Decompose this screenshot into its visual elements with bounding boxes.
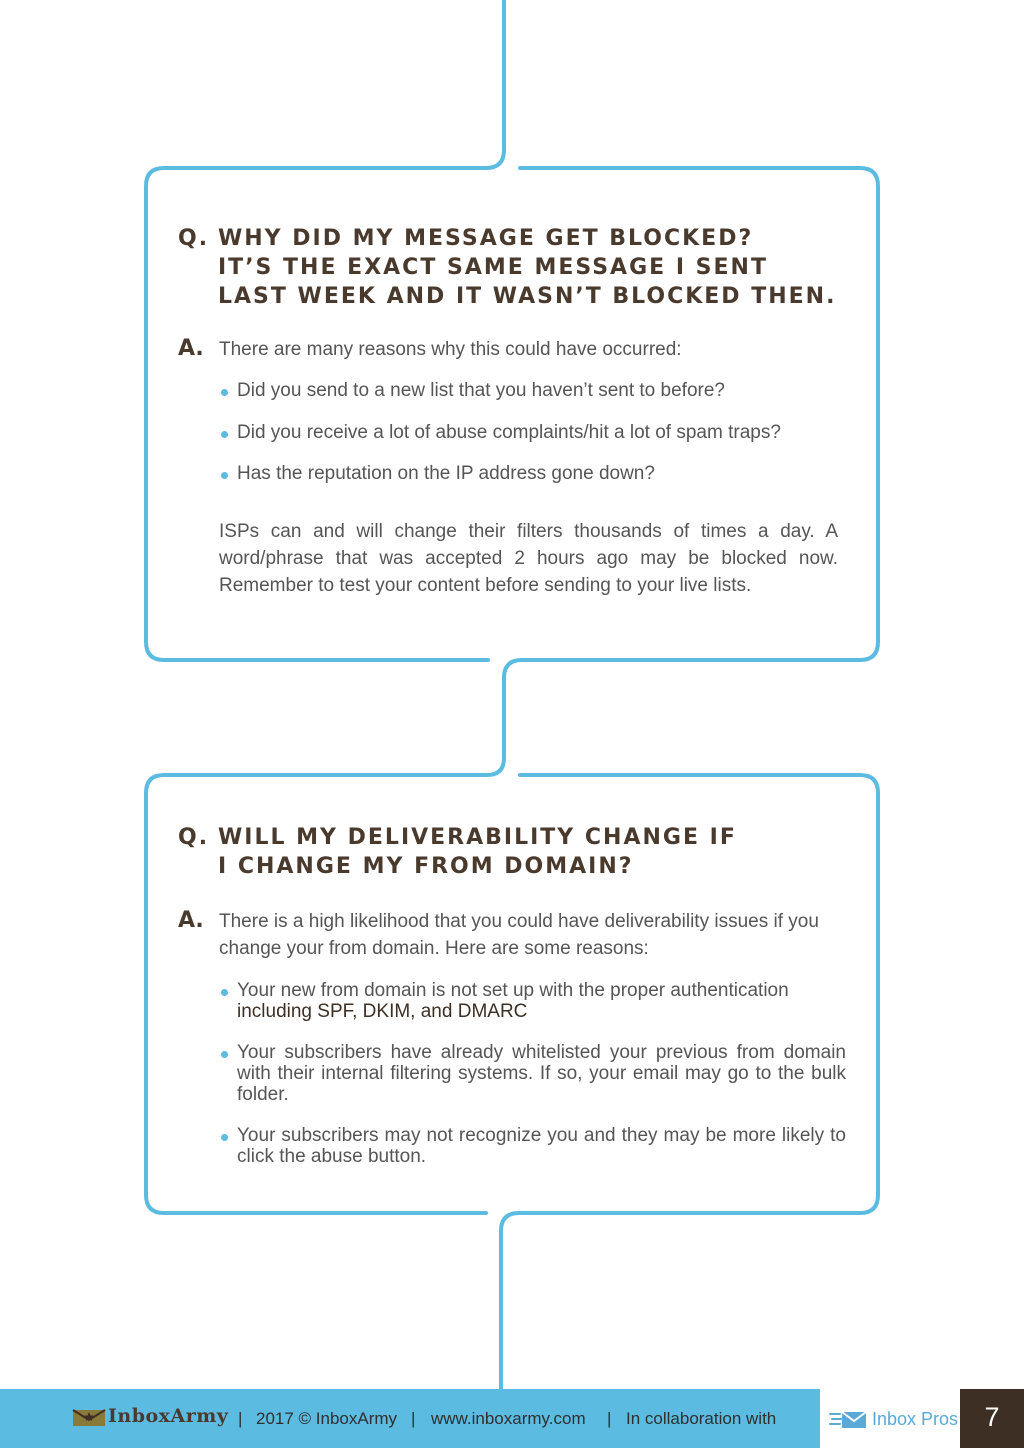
- list-item-text: Your subscribers have already whitelisted your previous from domain with their internal filtering systems. If so, your email may go to the bulk folder.: [237, 1042, 846, 1105]
- q-prefix: Q.: [178, 226, 210, 251]
- question-text: IT’S THE EXACT SAME MESSAGE I SENT: [218, 255, 768, 280]
- footer-separator: |: [238, 1409, 243, 1428]
- envelope-logo-icon: [72, 1409, 106, 1427]
- question-2: [178, 823, 737, 881]
- question-2-line-2: [178, 852, 737, 881]
- list-item-text: Has the reputation on the IP address gone down?: [237, 463, 655, 484]
- partner-name: Inbox Pros: [872, 1409, 959, 1429]
- list-item: [219, 380, 846, 401]
- footer-copyright: 2017 © InboxArmy: [256, 1409, 398, 1428]
- inbox-pros-logo-icon: [828, 1408, 868, 1430]
- bullet-icon: [221, 472, 228, 479]
- bullet-icon: [221, 431, 228, 438]
- list-item: [219, 463, 846, 484]
- answer-1-intro: There are many reasons why this could have occurred:: [219, 339, 682, 360]
- footer-brand: InboxArmy: [108, 1405, 229, 1427]
- footer-website-link[interactable]: www.inboxarmy.com: [431, 1409, 586, 1428]
- list-item-text: Your subscribers may not recognize you and they may be more likely to click the abuse button.: [237, 1125, 846, 1167]
- answer-1-bullets: [219, 380, 846, 484]
- answer-2-prefix: A.: [178, 908, 204, 933]
- list-item-emphasis: including SPF, DKIM, and DMARC: [237, 1001, 528, 1022]
- list-item-text: Your new from domain is not set up with the proper authentication: [237, 980, 789, 1001]
- bullet-icon: [221, 1134, 228, 1141]
- question-text: WHY DID MY MESSAGE GET BLOCKED?: [218, 226, 754, 251]
- question-1-line-1: [178, 224, 836, 253]
- footer: [0, 1389, 1024, 1448]
- question-text: WILL MY DELIVERABILITY CHANGE IF: [218, 825, 737, 850]
- bullet-icon: [221, 1051, 228, 1058]
- question-text: I CHANGE MY FROM DOMAIN?: [218, 854, 634, 879]
- question-1-line-2: [178, 253, 836, 282]
- list-item-text: Did you send to a new list that you haven’t sent to before?: [237, 380, 725, 401]
- answer-2-intro: There is a high likelihood that you could have deliverability issues if you change your from domain. Here are some reasons:: [219, 911, 819, 959]
- question-1: [178, 224, 836, 311]
- q-prefix: Q.: [178, 825, 210, 850]
- list-item-text: Did you receive a lot of abuse complaints/hit a lot of spam traps?: [237, 422, 781, 443]
- partner-logo-box: [820, 1389, 960, 1448]
- bullet-icon: [221, 389, 228, 396]
- list-item: [219, 1125, 846, 1167]
- footer-separator: |: [607, 1409, 612, 1428]
- list-item: [219, 980, 846, 1022]
- footer-separator: |: [411, 1409, 416, 1428]
- answer-1-paragraph: ISPs can and will change their filters thousands of times a day. A word/phrase that was accepted 2 hours ago may be blocked now. Remember to test your content before sending to your live lists.: [219, 521, 838, 596]
- question-1-line-3: [178, 282, 836, 311]
- page-number-box: [960, 1389, 1024, 1448]
- list-item: [219, 1042, 846, 1105]
- footer-collab: In collaboration with: [626, 1409, 777, 1428]
- question-2-line-1: [178, 823, 737, 852]
- bullet-icon: [221, 989, 228, 996]
- question-text: LAST WEEK AND IT WASN’T BLOCKED THEN.: [218, 284, 837, 309]
- list-item: [219, 422, 846, 443]
- answer-1-prefix: A.: [178, 336, 204, 361]
- answer-2-bullets: [219, 980, 846, 1167]
- page-number: 7: [984, 1402, 1000, 1432]
